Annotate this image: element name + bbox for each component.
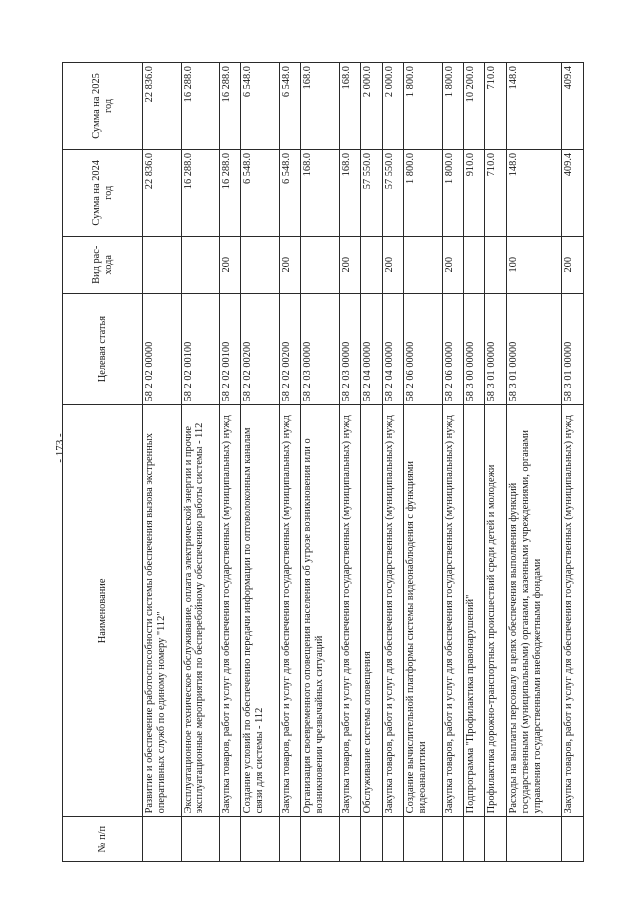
cell-sum-2024: 148.0: [506, 149, 562, 236]
cell-num: [339, 817, 360, 862]
cell-num: [143, 817, 182, 862]
cell-code: 58 3 01 00000: [485, 293, 506, 405]
cell-num: [361, 817, 382, 862]
cell-name: Подпрограмма "Профилактика правонарушений": [464, 405, 485, 817]
cell-name: Организация своевременного оповещения населения об угрозе возникновения или о возникновении чрезвычайных ситуаций: [301, 405, 340, 817]
table-row: [404, 63, 443, 862]
cell-sum-2025: 10 200.0: [464, 63, 485, 150]
cell-sum-2025: 16 288.0: [181, 63, 220, 150]
header-kind: Вид рас-хода: [63, 236, 143, 293]
cell-sum-2024: 6 548.0: [279, 149, 300, 236]
cell-kind: 200: [339, 236, 360, 293]
cell-sum-2024: 168.0: [301, 149, 340, 236]
cell-num: [442, 817, 463, 862]
header-num: № п/п: [63, 817, 143, 862]
cell-name: Создание условий по обеспечению передачи информации по оптоволоконным каналам связи для системы - 112: [241, 405, 280, 817]
table-row: [361, 63, 382, 862]
cell-code: 58 2 03 00000: [301, 293, 340, 405]
cell-sum-2025: 6 548.0: [279, 63, 300, 150]
cell-num: [485, 817, 506, 862]
cell-num: [562, 817, 584, 862]
cell-sum-2025: 168.0: [339, 63, 360, 150]
cell-kind: [301, 236, 340, 293]
cell-sum-2024: 22 836.0: [143, 149, 182, 236]
cell-code: 58 2 06 00000: [404, 293, 443, 405]
cell-sum-2025: 710.0: [485, 63, 506, 150]
cell-code: 58 2 04 00000: [382, 293, 403, 405]
cell-sum-2024: 57 550.0: [361, 149, 382, 236]
cell-sum-2025: 168.0: [301, 63, 340, 150]
table-row: [442, 63, 463, 862]
cell-code: 58 2 04 00000: [361, 293, 382, 405]
cell-name: Закупка товаров, работ и услуг для обеспечения государственных (муниципальных) нужд: [279, 405, 300, 817]
cell-name: Профилактика дорожно-транспортных происшествий среди детей и молодежи: [485, 405, 506, 817]
table-row: [485, 63, 506, 862]
cell-name: Закупка товаров, работ и услуг для обеспечения государственных (муниципальных) нужд: [442, 405, 463, 817]
cell-sum-2024: 168.0: [339, 149, 360, 236]
table-header-row: [63, 63, 143, 862]
cell-kind: [464, 236, 485, 293]
cell-kind: [241, 236, 280, 293]
cell-kind: 100: [506, 236, 562, 293]
cell-sum-2025: 1 800.0: [442, 63, 463, 150]
cell-kind: [143, 236, 182, 293]
cell-num: [241, 817, 280, 862]
table-row: [339, 63, 360, 862]
header-code: Целевая статья: [63, 293, 143, 405]
cell-sum-2025: 148.0: [506, 63, 562, 150]
cell-num: [279, 817, 300, 862]
header-sum-2025: Сумма на 2025 год: [63, 63, 143, 150]
table-row: [279, 63, 300, 862]
cell-name: Закупка товаров, работ и услуг для обеспечения государственных (муниципальных) нужд: [562, 405, 584, 817]
cell-kind: 200: [279, 236, 300, 293]
cell-code: 58 2 03 00000: [339, 293, 360, 405]
cell-kind: [485, 236, 506, 293]
cell-code: 58 2 02 00200: [279, 293, 300, 405]
cell-sum-2025: 22 836.0: [143, 63, 182, 150]
page-number: - 173 -: [54, 433, 66, 463]
table-body: [143, 63, 584, 862]
cell-kind: 200: [442, 236, 463, 293]
cell-sum-2025: 2 000.0: [361, 63, 382, 150]
cell-sum-2025: 409.4: [562, 63, 584, 150]
cell-num: [382, 817, 403, 862]
cell-name: Закупка товаров, работ и услуг для обеспечения государственных (муниципальных) нужд: [382, 405, 403, 817]
cell-sum-2024: 910.0: [464, 149, 485, 236]
table-row: [301, 63, 340, 862]
cell-kind: [404, 236, 443, 293]
cell-name: Создание вычислительной платформы системы видеонаблюдения с функциями видеоаналитики: [404, 405, 443, 817]
cell-sum-2024: 1 800.0: [442, 149, 463, 236]
cell-sum-2024: 409.4: [562, 149, 584, 236]
cell-sum-2025: 1 800.0: [404, 63, 443, 150]
cell-sum-2024: 6 548.0: [241, 149, 280, 236]
cell-kind: 200: [382, 236, 403, 293]
cell-code: 58 3 00 00000: [464, 293, 485, 405]
cell-kind: 200: [562, 236, 584, 293]
header-sum-2024: Сумма на 2024 год: [63, 149, 143, 236]
cell-sum-2024: 710.0: [485, 149, 506, 236]
cell-sum-2024: 1 800.0: [404, 149, 443, 236]
cell-sum-2024: 16 288.0: [220, 149, 241, 236]
cell-code: 58 2 06 00000: [442, 293, 463, 405]
table-row: [220, 63, 241, 862]
table-row: [382, 63, 403, 862]
header-name: Наименование: [63, 405, 143, 817]
cell-code: 58 2 02 00000: [143, 293, 182, 405]
cell-name: Расходы на выплаты персоналу в целях обеспечения выполнения функций государственными (муниципальными) органами, казенными учреждениями, органами управления государственными внебюджетными фондами: [506, 405, 562, 817]
cell-num: [404, 817, 443, 862]
cell-sum-2024: 16 288.0: [181, 149, 220, 236]
table-row: [181, 63, 220, 862]
cell-num: [464, 817, 485, 862]
cell-sum-2025: 6 548.0: [241, 63, 280, 150]
cell-name: Обслуживание системы оповещения: [361, 405, 382, 817]
cell-name: Закупка товаров, работ и услуг для обеспечения государственных (муниципальных) нужд: [339, 405, 360, 817]
cell-code: 58 3 01 00000: [506, 293, 562, 405]
budget-table-page: [62, 62, 584, 862]
cell-num: [181, 817, 220, 862]
cell-sum-2024: 57 550.0: [382, 149, 403, 236]
cell-num: [506, 817, 562, 862]
cell-sum-2025: 2 000.0: [382, 63, 403, 150]
cell-num: [301, 817, 340, 862]
cell-code: 58 2 02 00200: [241, 293, 280, 405]
table-row: [506, 63, 562, 862]
cell-num: [220, 817, 241, 862]
cell-code: 58 2 02 00100: [220, 293, 241, 405]
cell-code: 58 3 01 00000: [562, 293, 584, 405]
cell-kind: [361, 236, 382, 293]
table-row: [464, 63, 485, 862]
table-row: [241, 63, 280, 862]
cell-name: Развитие и обеспечение работоспособности системы обеспечения вызова экстренных оперативных служб по единому номеру "112": [143, 405, 182, 817]
cell-kind: [181, 236, 220, 293]
budget-table: [62, 62, 584, 862]
cell-code: 58 2 02 00100: [181, 293, 220, 405]
cell-kind: 200: [220, 236, 241, 293]
table-row: [143, 63, 182, 862]
cell-name: Эксплуатационное техническое обслуживание, оплата электрической энергии и прочие эксплуатационные мероприятия по бесперебойному обеспечению работы системы - 112: [181, 405, 220, 817]
table-row: [562, 63, 584, 862]
cell-name: Закупка товаров, работ и услуг для обеспечения государственных (муниципальных) нужд: [220, 405, 241, 817]
cell-sum-2025: 16 288.0: [220, 63, 241, 150]
